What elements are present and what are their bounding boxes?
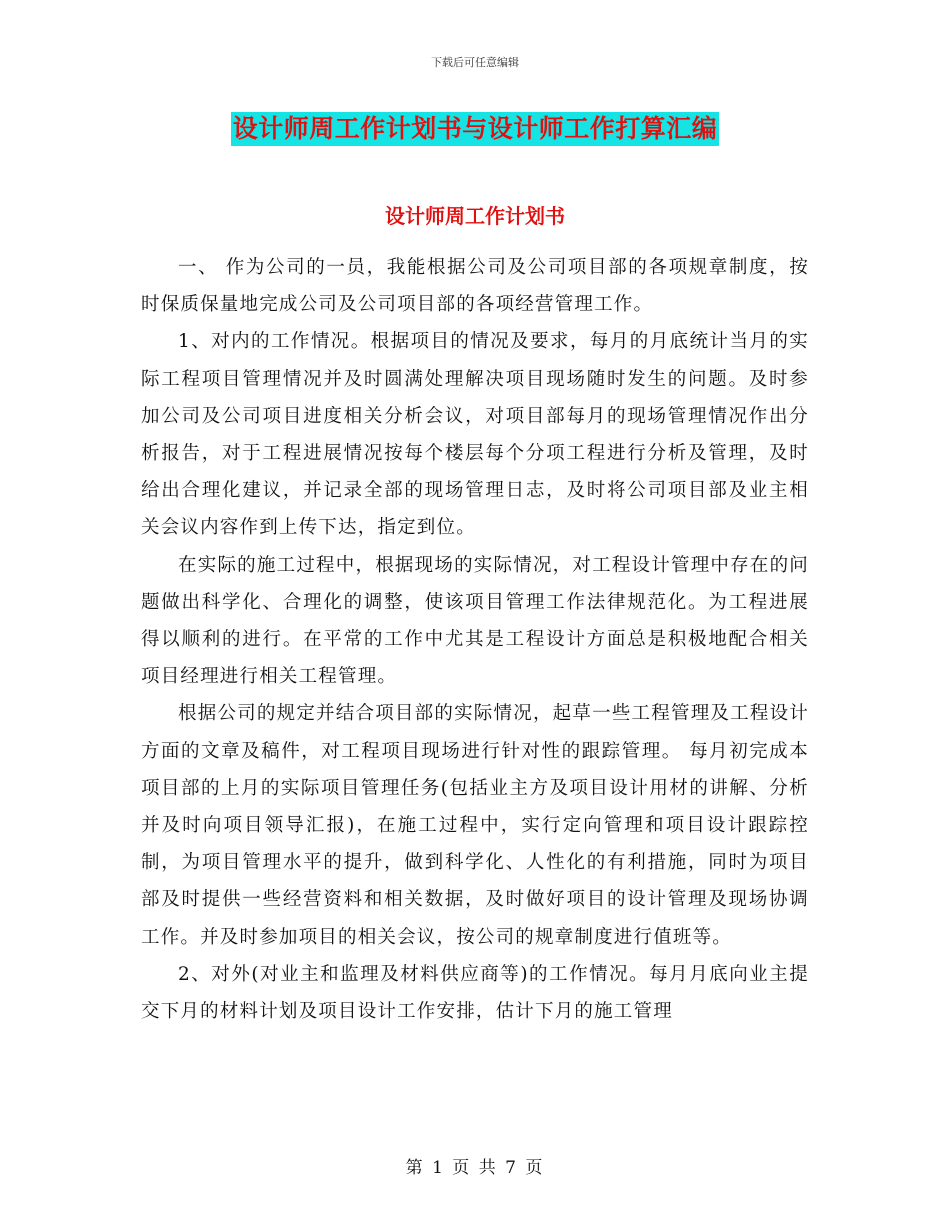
section-title: 设计师周工作计划书	[385, 204, 565, 228]
document-body	[141, 249, 809, 1030]
header-note: 下载后可任意编辑	[431, 56, 519, 69]
title-area	[0, 112, 950, 146]
paragraph-internal-work: 1、对内的工作情况。根据项目的情况及要求，每月的月底统计当月的实际工程项目管理情况并及时圆满处理解决项目现场随时发生的问题。及时参加公司及公司项目进度相关分析会议，对项目部每月的现场管理情况作出分析报告，对于工程进展情况按每个楼层每个分项工程进行分析及管理，及时给出合理化建议，并记录全部的现场管理日志，及时将公司项目部及业主相关会议内容作到上传下达，指定到位。	[141, 331, 809, 539]
paragraph-intro: 一、 作为公司的一员，我能根据公司及公司项目部的各项规章制度，按时保质保量地完成公司及公司项目部的各项经营管理工作。	[141, 257, 809, 316]
paragraph-external-work: 2、对外(对业主和监理及材料供应商等)的工作情况。每月月底向业主提交下月的材料计划及项目设计工作安排，估计下月的施工管理	[141, 963, 809, 1023]
document-title: 设计师周工作计划书与设计师工作打算汇编	[231, 112, 720, 146]
paragraph-construction-process: 在实际的施工过程中，根据现场的实际情况，对工程设计管理中存在的问题做出科学化、合理化的调整，使该项目管理工作法律规范化。为工程进展得以顺利的进行。在平常的工作中尤其是工程设计方面总是积极地配合相关项目经理进行相关工程管理。	[141, 554, 809, 688]
page-number: 第 1 页 共 7 页	[405, 1158, 545, 1178]
paragraph-company-rules: 根据公司的规定并结合项目部的实际情况，起草一些工程管理及工程设计方面的文章及稿件，对工程项目现场进行针对性的跟踪管理。 每月初完成本项目部的上月的实际项目管理任务(包括业主方及项目设计用材的讲解、分析并及时向项目领导汇报)，在施工过程中，实行定向管理和项目设计跟踪控制，为项目管理水平的提升，做到科学化、人性化的有利措施，同时为项目部及时提供一些经营资料和相关数据，及时做好项目的设计管理及现场协调工作。并及时参加项目的相关会议，按公司的规章制度进行值班等。	[141, 703, 809, 948]
